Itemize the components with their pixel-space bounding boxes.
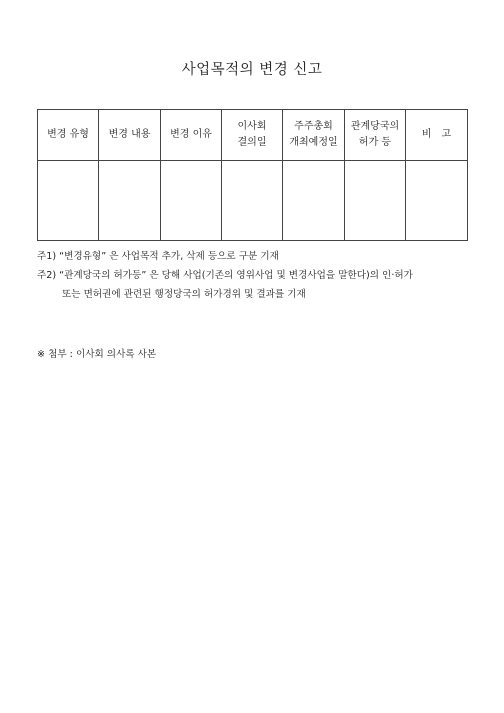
- cell-board-resolution-date[interactable]: [222, 161, 283, 241]
- attachment-note: ※ 첨부 : 이사회 의사록 사본: [37, 349, 157, 360]
- cell-shareholders-meeting-date[interactable]: [283, 161, 345, 241]
- document-title: 사업목적의 변경 신고: [181, 62, 323, 78]
- cell-remarks[interactable]: [406, 161, 468, 241]
- header-change-content: 변경 내용: [99, 110, 161, 161]
- header-board-resolution-date: 이사회 결의일: [222, 110, 283, 161]
- header-change-type: 변경 유형: [38, 110, 99, 161]
- footnote-2-continued: 또는 면허권에 관련된 행정당국의 허가경위 및 결과를 기재: [62, 289, 306, 300]
- table-header-row: [38, 110, 468, 161]
- cell-change-type[interactable]: [38, 161, 99, 241]
- header-remarks: 비 고: [406, 110, 468, 161]
- change-report-table: [37, 109, 468, 241]
- table-row: [38, 161, 468, 241]
- footnote-1: 주1) “변경유형” 은 사업목적 추가, 삭제 등으로 구분 기재: [37, 251, 279, 262]
- footnote-2: 주2) “관계당국의 허가등” 은 당해 사업(기존의 영위사업 및 변경사업을 말한다)의 인·허가: [37, 270, 413, 281]
- header-change-reason: 변경 이유: [161, 110, 222, 161]
- cell-authority-permit[interactable]: [345, 161, 406, 241]
- header-authority-permit: 관계당국의 허가 등: [345, 110, 406, 161]
- cell-change-reason[interactable]: [161, 161, 222, 241]
- header-shareholders-meeting-date: 주주총회 개최예정일: [283, 110, 345, 161]
- cell-change-content[interactable]: [99, 161, 161, 241]
- footnotes: [37, 247, 477, 304]
